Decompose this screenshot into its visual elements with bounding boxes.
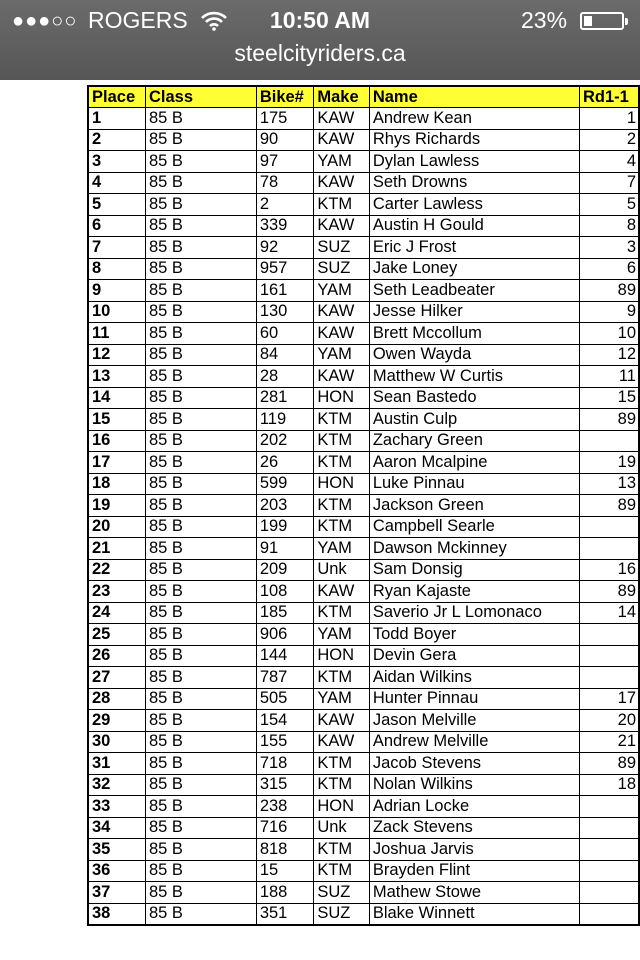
bike-number-cell: 202 [256, 430, 314, 452]
rider-name-cell: Sam Donsig [369, 559, 579, 581]
make-cell: KAW [314, 731, 369, 753]
bike-number-cell: 90 [256, 129, 314, 151]
header-class: Class [146, 86, 257, 108]
table-row [88, 237, 639, 259]
place-cell: 38 [88, 903, 146, 925]
round-1-1-cell [579, 516, 639, 538]
bike-number-cell: 599 [256, 473, 314, 495]
round-1-1-cell [579, 903, 639, 925]
bike-number-cell: 28 [256, 366, 314, 388]
bike-number-cell: 130 [256, 301, 314, 323]
place-cell: 25 [88, 624, 146, 646]
rider-name-cell: Blake Winnett [369, 903, 579, 925]
place-cell: 32 [88, 774, 146, 796]
bike-number-cell: 351 [256, 903, 314, 925]
table-row [88, 602, 639, 624]
round-1-1-cell: 21 [579, 731, 639, 753]
rider-name-cell: Sean Bastedo [369, 387, 579, 409]
make-cell: YAM [314, 280, 369, 302]
place-cell: 23 [88, 581, 146, 603]
make-cell: KAW [314, 710, 369, 732]
make-cell: SUZ [314, 258, 369, 280]
table-row [88, 215, 639, 237]
place-cell: 21 [88, 538, 146, 560]
place-cell: 14 [88, 387, 146, 409]
rider-name-cell: Eric J Frost [369, 237, 579, 259]
round-1-1-cell: 89 [579, 753, 639, 775]
place-cell: 1 [88, 108, 146, 130]
class-cell: 85 B [146, 839, 257, 861]
rider-name-cell: Adrian Locke [369, 796, 579, 818]
place-cell: 33 [88, 796, 146, 818]
class-cell: 85 B [146, 129, 257, 151]
class-cell: 85 B [146, 860, 257, 882]
round-1-1-cell: 13 [579, 473, 639, 495]
bike-number-cell: 60 [256, 323, 314, 345]
bike-number-cell: 906 [256, 624, 314, 646]
make-cell: KTM [314, 774, 369, 796]
class-cell: 85 B [146, 108, 257, 130]
make-cell: KAW [314, 581, 369, 603]
rider-name-cell: Zachary Green [369, 430, 579, 452]
carrier-name: ROGERS [88, 7, 188, 33]
class-cell: 85 B [146, 774, 257, 796]
bike-number-cell: 718 [256, 753, 314, 775]
table-row [88, 172, 639, 194]
place-cell: 34 [88, 817, 146, 839]
bike-number-cell: 78 [256, 172, 314, 194]
rider-name-cell: Austin Culp [369, 409, 579, 431]
rider-name-cell: Ryan Kajaste [369, 581, 579, 603]
round-1-1-cell [579, 538, 639, 560]
place-cell: 26 [88, 645, 146, 667]
table-row [88, 323, 639, 345]
class-cell: 85 B [146, 301, 257, 323]
bike-number-cell: 188 [256, 882, 314, 904]
table-row [88, 430, 639, 452]
class-cell: 85 B [146, 710, 257, 732]
bike-number-cell: 155 [256, 731, 314, 753]
wifi-icon [201, 11, 227, 31]
table-row [88, 710, 639, 732]
signal-strength-indicator: ●●●○○ [12, 10, 78, 32]
place-cell: 15 [88, 409, 146, 431]
class-cell: 85 B [146, 903, 257, 925]
table-row [88, 258, 639, 280]
make-cell: KAW [314, 215, 369, 237]
place-cell: 5 [88, 194, 146, 216]
class-cell: 85 B [146, 237, 257, 259]
bike-number-cell: 97 [256, 151, 314, 173]
place-cell: 3 [88, 151, 146, 173]
round-1-1-cell [579, 860, 639, 882]
make-cell: KTM [314, 409, 369, 431]
bike-number-cell: 185 [256, 602, 314, 624]
bike-number-cell: 2 [256, 194, 314, 216]
bike-number-cell: 957 [256, 258, 314, 280]
round-1-1-cell: 20 [579, 710, 639, 732]
table-row [88, 108, 639, 130]
bike-number-cell: 154 [256, 710, 314, 732]
class-cell: 85 B [146, 366, 257, 388]
make-cell: KTM [314, 452, 369, 474]
bike-number-cell: 161 [256, 280, 314, 302]
round-1-1-cell: 1 [579, 108, 639, 130]
class-cell: 85 B [146, 538, 257, 560]
table-row [88, 624, 639, 646]
bike-number-cell: 108 [256, 581, 314, 603]
place-cell: 8 [88, 258, 146, 280]
round-1-1-cell: 15 [579, 387, 639, 409]
rider-name-cell: Andrew Kean [369, 108, 579, 130]
table-row [88, 301, 639, 323]
round-1-1-cell: 10 [579, 323, 639, 345]
make-cell: HON [314, 796, 369, 818]
make-cell: KAW [314, 366, 369, 388]
make-cell: HON [314, 387, 369, 409]
place-cell: 13 [88, 366, 146, 388]
round-1-1-cell: 3 [579, 237, 639, 259]
rider-name-cell: Rhys Richards [369, 129, 579, 151]
place-cell: 18 [88, 473, 146, 495]
make-cell: KAW [314, 108, 369, 130]
table-row [88, 194, 639, 216]
rider-name-cell: Mathew Stowe [369, 882, 579, 904]
place-cell: 4 [88, 172, 146, 194]
bike-number-cell: 787 [256, 667, 314, 689]
header-make: Make [314, 86, 369, 108]
place-cell: 30 [88, 731, 146, 753]
round-1-1-cell [579, 882, 639, 904]
header-place: Place [88, 86, 146, 108]
table-row [88, 538, 639, 560]
rider-name-cell: Todd Boyer [369, 624, 579, 646]
rider-name-cell: Luke Pinnau [369, 473, 579, 495]
bike-number-cell: 339 [256, 215, 314, 237]
rider-name-cell: Jacob Stevens [369, 753, 579, 775]
rider-name-cell: Jake Loney [369, 258, 579, 280]
rider-name-cell: Devin Gera [369, 645, 579, 667]
class-cell: 85 B [146, 559, 257, 581]
table-row [88, 280, 639, 302]
rider-name-cell: Hunter Pinnau [369, 688, 579, 710]
bike-number-cell: 119 [256, 409, 314, 431]
bike-number-cell: 505 [256, 688, 314, 710]
rider-name-cell: Zack Stevens [369, 817, 579, 839]
table-row [88, 473, 639, 495]
place-cell: 19 [88, 495, 146, 517]
header-name: Name [369, 86, 579, 108]
table-row [88, 882, 639, 904]
bike-number-cell: 281 [256, 387, 314, 409]
rider-name-cell: Dawson Mckinney [369, 538, 579, 560]
table-row [88, 366, 639, 388]
clock: 10:50 AM [269, 7, 371, 33]
make-cell: SUZ [314, 903, 369, 925]
place-cell: 29 [88, 710, 146, 732]
make-cell: KTM [314, 860, 369, 882]
make-cell: YAM [314, 624, 369, 646]
bike-number-cell: 15 [256, 860, 314, 882]
table-row [88, 817, 639, 839]
class-cell: 85 B [146, 602, 257, 624]
bike-number-cell: 92 [256, 237, 314, 259]
class-cell: 85 B [146, 495, 257, 517]
table-row [88, 581, 639, 603]
make-cell: KTM [314, 839, 369, 861]
address-bar-url[interactable]: steelcityriders.ca [234, 40, 406, 66]
make-cell: KTM [314, 194, 369, 216]
round-1-1-cell: 89 [579, 495, 639, 517]
class-cell: 85 B [146, 645, 257, 667]
class-cell: 85 B [146, 688, 257, 710]
table-header-row [88, 86, 639, 108]
table-row [88, 495, 639, 517]
rider-name-cell: Seth Leadbeater [369, 280, 579, 302]
class-cell: 85 B [146, 194, 257, 216]
round-1-1-cell [579, 624, 639, 646]
class-cell: 85 B [146, 280, 257, 302]
battery-icon [580, 12, 624, 30]
make-cell: Unk [314, 559, 369, 581]
class-cell: 85 B [146, 215, 257, 237]
place-cell: 16 [88, 430, 146, 452]
class-cell: 85 B [146, 172, 257, 194]
class-cell: 85 B [146, 882, 257, 904]
place-cell: 35 [88, 839, 146, 861]
bike-number-cell: 209 [256, 559, 314, 581]
place-cell: 24 [88, 602, 146, 624]
make-cell: YAM [314, 344, 369, 366]
class-cell: 85 B [146, 581, 257, 603]
make-cell: YAM [314, 688, 369, 710]
make-cell: HON [314, 473, 369, 495]
make-cell: YAM [314, 151, 369, 173]
round-1-1-cell [579, 430, 639, 452]
round-1-1-cell: 89 [579, 409, 639, 431]
status-bar [0, 0, 640, 80]
class-cell: 85 B [146, 516, 257, 538]
make-cell: KTM [314, 753, 369, 775]
place-cell: 20 [88, 516, 146, 538]
round-1-1-cell [579, 817, 639, 839]
round-1-1-cell: 4 [579, 151, 639, 173]
bike-number-cell: 199 [256, 516, 314, 538]
table-row [88, 860, 639, 882]
table-row [88, 753, 639, 775]
place-cell: 22 [88, 559, 146, 581]
round-1-1-cell: 16 [579, 559, 639, 581]
round-1-1-cell: 12 [579, 344, 639, 366]
make-cell: KAW [314, 323, 369, 345]
bike-number-cell: 26 [256, 452, 314, 474]
bike-number-cell: 716 [256, 817, 314, 839]
make-cell: SUZ [314, 237, 369, 259]
table-row [88, 387, 639, 409]
rider-name-cell: Seth Drowns [369, 172, 579, 194]
rider-name-cell: Owen Wayda [369, 344, 579, 366]
round-1-1-cell: 7 [579, 172, 639, 194]
table-row [88, 129, 639, 151]
bike-number-cell: 91 [256, 538, 314, 560]
place-cell: 10 [88, 301, 146, 323]
place-cell: 7 [88, 237, 146, 259]
make-cell: YAM [314, 538, 369, 560]
round-1-1-cell: 89 [579, 280, 639, 302]
bike-number-cell: 203 [256, 495, 314, 517]
rider-name-cell: Aaron Mcalpine [369, 452, 579, 474]
rider-name-cell: Brett Mccollum [369, 323, 579, 345]
rider-name-cell: Andrew Melville [369, 731, 579, 753]
make-cell: KAW [314, 172, 369, 194]
rider-name-cell: Campbell Searle [369, 516, 579, 538]
round-1-1-cell: 14 [579, 602, 639, 624]
place-cell: 11 [88, 323, 146, 345]
make-cell: KTM [314, 602, 369, 624]
rider-name-cell: Dylan Lawless [369, 151, 579, 173]
table-row [88, 731, 639, 753]
table-row [88, 645, 639, 667]
class-cell: 85 B [146, 409, 257, 431]
class-cell: 85 B [146, 323, 257, 345]
round-1-1-cell [579, 796, 639, 818]
round-1-1-cell [579, 839, 639, 861]
rider-name-cell: Austin H Gould [369, 215, 579, 237]
class-cell: 85 B [146, 258, 257, 280]
make-cell: KAW [314, 301, 369, 323]
class-cell: 85 B [146, 817, 257, 839]
round-1-1-cell: 19 [579, 452, 639, 474]
place-cell: 9 [88, 280, 146, 302]
place-cell: 17 [88, 452, 146, 474]
bike-number-cell: 84 [256, 344, 314, 366]
rider-name-cell: Saverio Jr L Lomonaco [369, 602, 579, 624]
make-cell: KTM [314, 516, 369, 538]
round-1-1-cell: 18 [579, 774, 639, 796]
table-row [88, 344, 639, 366]
class-cell: 85 B [146, 624, 257, 646]
table-row [88, 452, 639, 474]
class-cell: 85 B [146, 667, 257, 689]
class-cell: 85 B [146, 151, 257, 173]
class-cell: 85 B [146, 430, 257, 452]
class-cell: 85 B [146, 452, 257, 474]
rider-name-cell: Matthew W Curtis [369, 366, 579, 388]
round-1-1-cell: 11 [579, 366, 639, 388]
rider-name-cell: Joshua Jarvis [369, 839, 579, 861]
table-row [88, 409, 639, 431]
table-row [88, 839, 639, 861]
round-1-1-cell: 2 [579, 129, 639, 151]
rider-name-cell: Jackson Green [369, 495, 579, 517]
place-cell: 2 [88, 129, 146, 151]
rider-name-cell: Jason Melville [369, 710, 579, 732]
class-cell: 85 B [146, 344, 257, 366]
round-1-1-cell: 89 [579, 581, 639, 603]
round-1-1-cell: 5 [579, 194, 639, 216]
make-cell: SUZ [314, 882, 369, 904]
make-cell: KTM [314, 495, 369, 517]
round-1-1-cell: 17 [579, 688, 639, 710]
make-cell: HON [314, 645, 369, 667]
rider-name-cell: Brayden Flint [369, 860, 579, 882]
rider-name-cell: Nolan Wilkins [369, 774, 579, 796]
make-cell: KTM [314, 430, 369, 452]
table-row [88, 151, 639, 173]
table-row [88, 516, 639, 538]
table-row [88, 796, 639, 818]
place-cell: 36 [88, 860, 146, 882]
table-row [88, 774, 639, 796]
battery-percentage: 23% [521, 7, 568, 33]
class-cell: 85 B [146, 796, 257, 818]
place-cell: 27 [88, 667, 146, 689]
class-cell: 85 B [146, 473, 257, 495]
place-cell: 6 [88, 215, 146, 237]
round-1-1-cell [579, 667, 639, 689]
place-cell: 12 [88, 344, 146, 366]
place-cell: 28 [88, 688, 146, 710]
bike-number-cell: 175 [256, 108, 314, 130]
place-cell: 37 [88, 882, 146, 904]
place-cell: 31 [88, 753, 146, 775]
make-cell: KTM [314, 667, 369, 689]
round-1-1-cell [579, 645, 639, 667]
battery-level-fill [584, 16, 592, 26]
table-row [88, 688, 639, 710]
round-1-1-cell: 9 [579, 301, 639, 323]
bike-number-cell: 238 [256, 796, 314, 818]
round-1-1-cell: 8 [579, 215, 639, 237]
class-cell: 85 B [146, 731, 257, 753]
rider-name-cell: Carter Lawless [369, 194, 579, 216]
make-cell: KAW [314, 129, 369, 151]
table-row [88, 903, 639, 925]
header-bike-number: Bike# [256, 86, 314, 108]
bike-number-cell: 818 [256, 839, 314, 861]
rider-name-cell: Jesse Hilker [369, 301, 579, 323]
class-cell: 85 B [146, 387, 257, 409]
make-cell: Unk [314, 817, 369, 839]
header-round-1-1: Rd1-1 [579, 86, 639, 108]
rider-name-cell: Aidan Wilkins [369, 667, 579, 689]
round-1-1-cell: 6 [579, 258, 639, 280]
bike-number-cell: 144 [256, 645, 314, 667]
table-row [88, 667, 639, 689]
results-table [87, 85, 640, 926]
bike-number-cell: 315 [256, 774, 314, 796]
class-cell: 85 B [146, 753, 257, 775]
table-row [88, 559, 639, 581]
